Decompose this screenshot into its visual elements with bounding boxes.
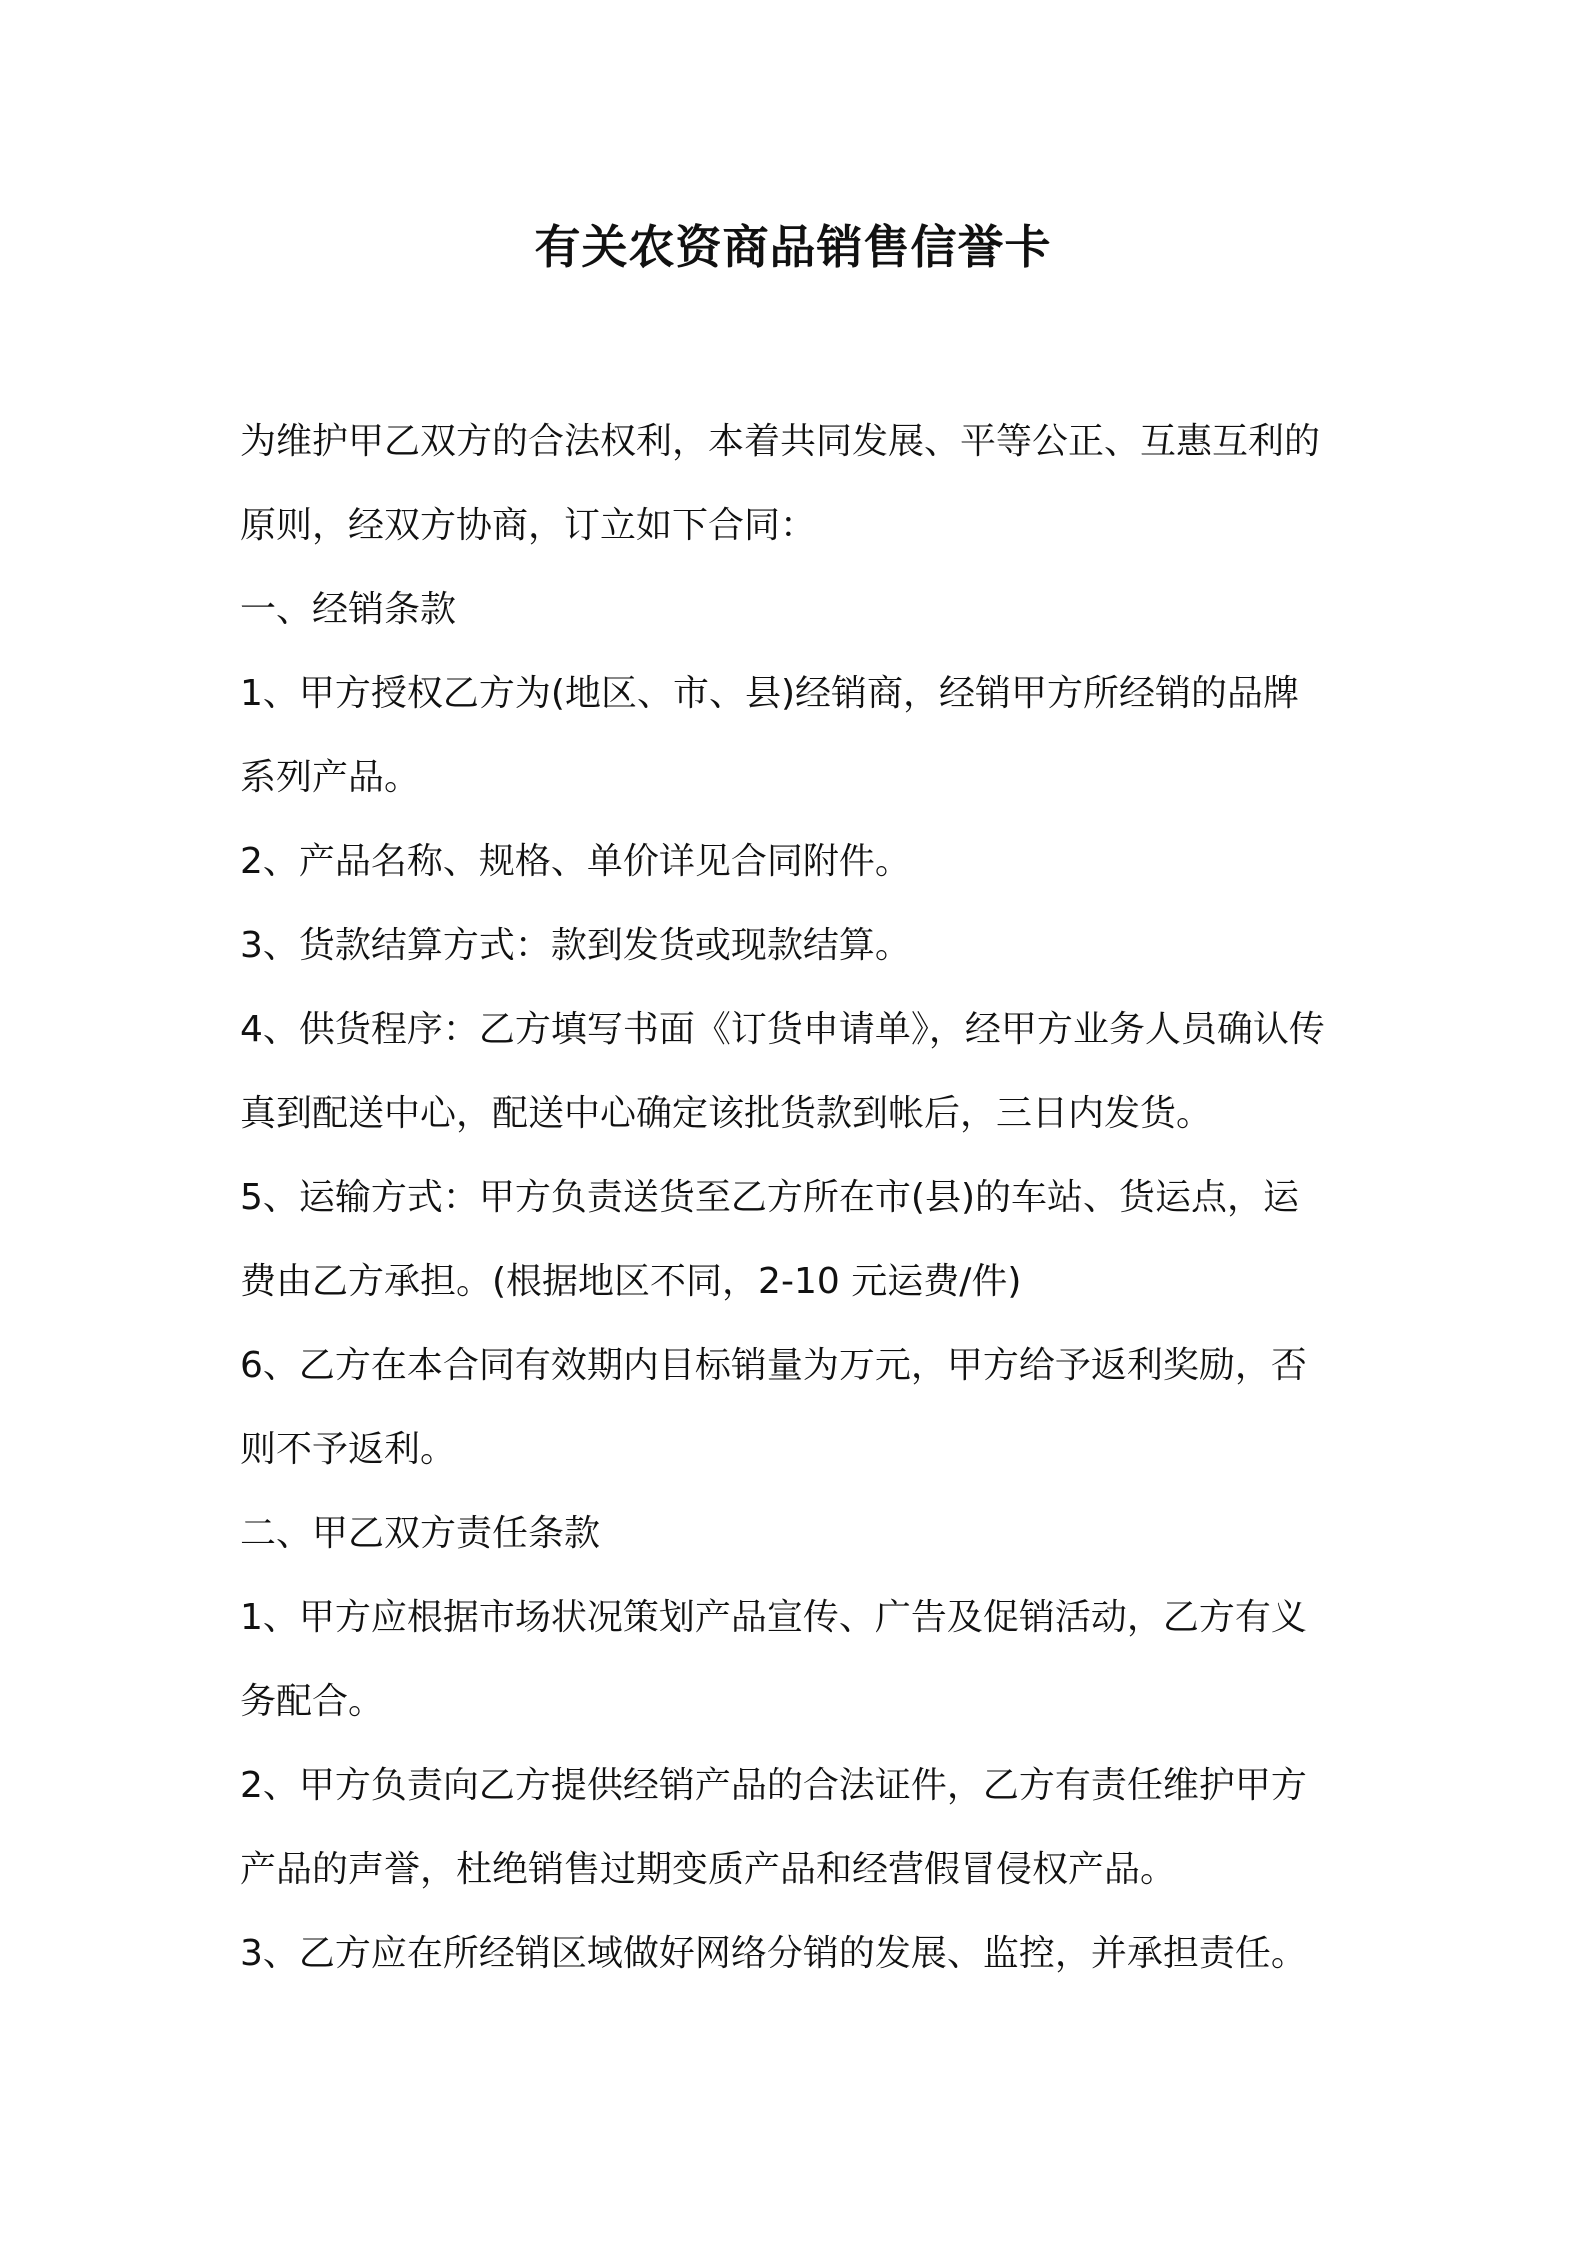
text-line: 3、货款结算方式：款到发货或现款结算。 <box>240 925 911 966</box>
section-heading: 二、甲乙双方责任条款 <box>240 1513 601 1554</box>
text-line: 真到配送中心，配送中心确定该批货款到帐后，三日内发货。 <box>240 1093 1213 1134</box>
section-heading: 一、经销条款 <box>240 589 457 630</box>
text-line: 费由乙方承担。(根据地区不同，2-10 元运费/件) <box>240 1261 1022 1302</box>
text-line: 4、供货程序：乙方填写书面《订货申请单》，经甲方业务人员确认传 <box>240 1009 1325 1050</box>
text-line: 5、运输方式：甲方负责送货至乙方所在市(县)的车站、货运点，运 <box>240 1177 1299 1218</box>
text-line: 原则，经双方协商，订立如下合同： <box>240 505 817 546</box>
document-title: 有关农资商品销售信誉卡 <box>534 220 1052 274</box>
text-line: 2、甲方负责向乙方提供经销产品的合法证件，乙方有责任维护甲方 <box>240 1765 1307 1806</box>
text-line: 产品的声誉，杜绝销售过期变质产品和经营假冒侵权产品。 <box>240 1849 1177 1890</box>
document-body <box>240 400 1360 1996</box>
text-line: 6、乙方在本合同有效期内目标销量为万元，甲方给予返利奖励，否 <box>240 1345 1307 1386</box>
text-line: 1、甲方授权乙方为(地区、市、县)经销商，经销甲方所经销的品牌 <box>240 673 1299 714</box>
text-line: 3、乙方应在所经销区域做好网络分销的发展、监控，并承担责任。 <box>240 1933 1307 1974</box>
text-line: 为维护甲乙双方的合法权利，本着共同发展、平等公正、互惠互利的 <box>240 421 1321 462</box>
text-line: 2、产品名称、规格、单价详见合同附件。 <box>240 841 911 882</box>
text-line: 1、甲方应根据市场状况策划产品宣传、广告及促销活动，乙方有义 <box>240 1597 1307 1638</box>
text-line: 则不予返利。 <box>240 1429 457 1470</box>
text-line: 务配合。 <box>240 1681 385 1722</box>
text-line: 系列产品。 <box>240 757 421 798</box>
